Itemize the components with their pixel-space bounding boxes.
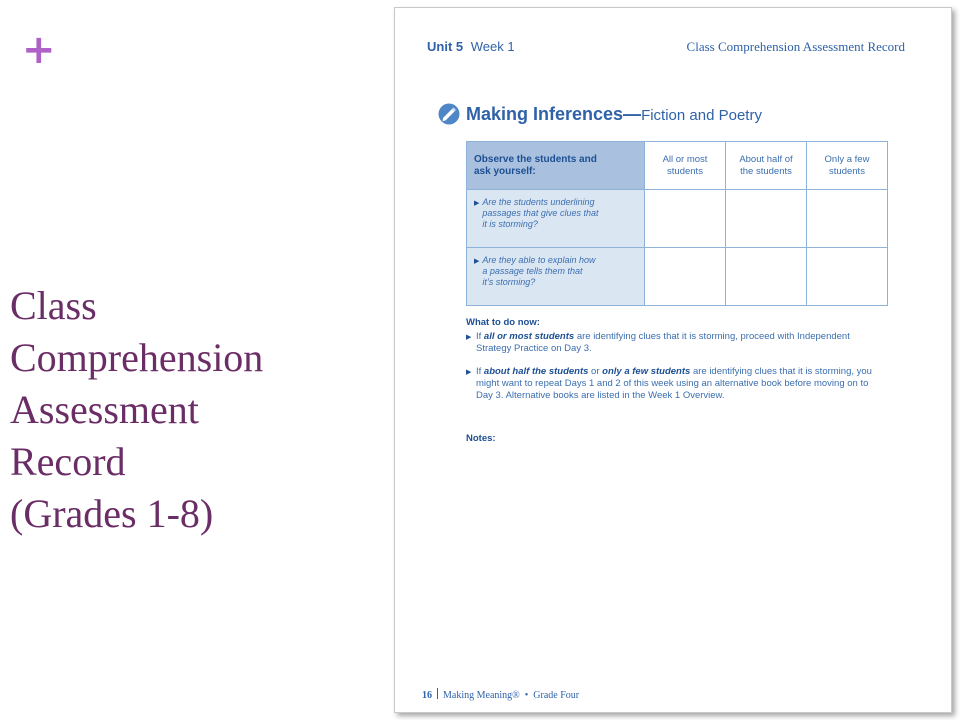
header-line: the students <box>740 165 792 177</box>
book-title: Making Meaning® <box>443 690 520 701</box>
todo-rest: Day 3. Alternative books are listed in the Week 1 Overview. <box>476 390 725 401</box>
triangle-bullet-icon: ▶ <box>466 334 472 341</box>
slide-title-line: Assessment <box>10 387 199 432</box>
page-footer <box>422 688 579 701</box>
header-line: All or most <box>662 153 708 165</box>
question-cell <box>467 190 645 248</box>
week-label: Week 1 <box>470 39 515 54</box>
todo-prefix: If <box>476 366 484 377</box>
todo-text <box>476 331 886 355</box>
grade-label: Grade Four <box>533 690 580 701</box>
slide-title-line: Comprehension <box>10 335 264 380</box>
section-title-main: Making Inferences— <box>466 104 642 124</box>
record-cell[interactable] <box>807 190 888 248</box>
column-header-only-a-few <box>807 142 888 190</box>
what-to-do-label: What to do now: <box>466 317 540 328</box>
todo-emphasis: only a few students <box>602 366 691 377</box>
todo-prefix: If <box>476 331 484 342</box>
triangle-bullet-icon: ▶ <box>474 200 480 207</box>
page-header-unit <box>427 39 515 54</box>
todo-item-2 <box>466 366 886 402</box>
header-line: students <box>829 165 865 177</box>
todo-emphasis: all or most students <box>483 331 575 342</box>
todo-rest: are identifying clues that it is storming, proceed with Independent <box>574 331 850 342</box>
slide-title <box>10 280 380 540</box>
header-line: ask yourself: <box>474 165 536 177</box>
question-line: it’s storming? <box>482 277 536 287</box>
table-row <box>467 248 888 306</box>
todo-connector: or <box>588 366 603 377</box>
todo-rest: are identifying clues that it is storming, you <box>690 366 872 377</box>
record-cell[interactable] <box>807 248 888 306</box>
slide-title-line: Class <box>10 283 97 328</box>
todo-text <box>476 366 886 402</box>
header-line: Observe the students and <box>474 153 597 165</box>
table-row <box>467 190 888 248</box>
question-line: it is storming? <box>482 219 538 229</box>
footer-divider <box>437 688 438 699</box>
record-cell[interactable] <box>645 190 726 248</box>
question-line: Are the students underlining <box>482 197 595 207</box>
slide-title-line: (Grades 1-8) <box>10 491 214 536</box>
question-column-header <box>467 142 645 190</box>
question-line: passages that give clues that <box>482 208 599 218</box>
todo-item-1 <box>466 331 886 355</box>
question-cell <box>467 248 645 306</box>
column-header-about-half <box>726 142 807 190</box>
triangle-bullet-icon: ▶ <box>474 258 480 265</box>
slide-title-line: Record <box>10 439 126 484</box>
todo-rest: Strategy Practice on Day 3. <box>476 343 592 354</box>
notes-label: Notes: <box>466 433 496 444</box>
todo-rest: might want to repeat Days 1 and 2 of this week using an alternative book before moving on to <box>476 378 869 389</box>
page-header-title: Class Comprehension Assessment Record <box>686 39 905 54</box>
header-line: students <box>667 165 703 177</box>
section-title-sub: Fiction and Poetry <box>641 107 762 124</box>
question-line: a passage tells them that <box>482 266 583 276</box>
header-line: Only a few <box>824 153 870 165</box>
table-header-row <box>467 142 888 190</box>
footer-bullet: • <box>524 690 529 701</box>
record-cell[interactable] <box>726 248 807 306</box>
unit-label: Unit 5 <box>427 39 464 54</box>
record-cell[interactable] <box>726 190 807 248</box>
document-page <box>394 7 952 713</box>
triangle-bullet-icon: ▶ <box>466 369 472 376</box>
section-title <box>466 103 762 127</box>
todo-emphasis: about half the students <box>483 366 589 377</box>
plus-symbol: + <box>22 27 56 73</box>
header-line: About half of <box>739 153 793 165</box>
question-line: Are they able to explain how <box>482 255 596 265</box>
column-header-all-or-most <box>645 142 726 190</box>
record-cell[interactable] <box>645 248 726 306</box>
pencil-check-icon <box>438 103 460 125</box>
assessment-table <box>466 141 888 306</box>
page-number: 16 <box>422 690 432 701</box>
